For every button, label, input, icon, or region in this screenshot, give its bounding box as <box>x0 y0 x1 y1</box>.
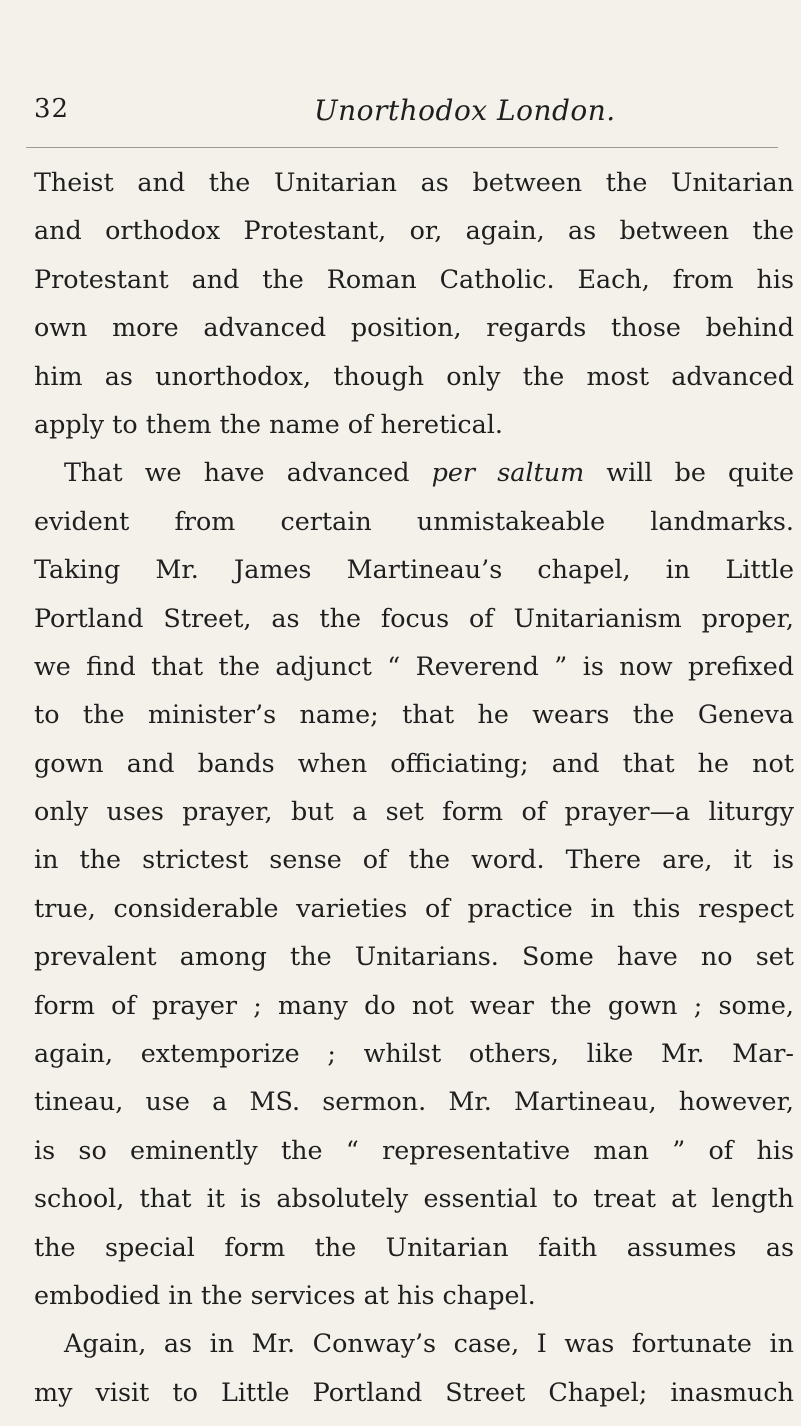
text-line: in the strictest sense of the word. There are, it is <box>34 844 794 875</box>
text-line: apply to them the name of heretical. <box>34 408 503 439</box>
text-fragment: will be quite <box>584 457 795 488</box>
header-rule <box>26 147 778 148</box>
running-head <box>34 94 794 134</box>
text-line: Protestant and the Roman Catholic. Each, from his <box>34 263 794 294</box>
text-line: Theist and the Unitarian as between the Unitarian <box>34 167 794 197</box>
text-line: school, that it is absolutely essential to treat at length <box>34 1183 794 1214</box>
running-title: Unorthodox London. <box>314 94 616 127</box>
italic-phrase: per saltum <box>431 457 585 488</box>
text-line: Taking Mr. James Martineau’s chapel, in Little <box>34 554 794 585</box>
text-line: own more advanced position, regards those behind <box>34 312 794 343</box>
text-line: true, considerable varieties of practice in this respect <box>34 892 794 923</box>
text-line: is so eminently the “ representative man ” of his <box>34 1134 794 1165</box>
text-line-with-italic <box>34 448 794 496</box>
text-line: tineau, use a MS. sermon. Mr. Martineau, however, <box>34 1086 794 1117</box>
text-line: to the minister’s name; that he wears the Geneva <box>34 699 794 730</box>
text-fragment: That we have advanced <box>64 457 432 488</box>
text-line: prevalent among the Unitarians. Some have no set <box>34 941 794 972</box>
text-line: embodied in the services at his chapel. <box>34 1279 536 1310</box>
text-line: my visit to Little Portland Street Chapel; inasmuch <box>34 1376 794 1407</box>
text-line: gown and bands when officiating; and that he not <box>34 747 794 778</box>
text-line: again, extemporize ; whilst others, like Mr. Mar- <box>34 1038 794 1069</box>
text-line: form of prayer ; many do not wear the gown ; some, <box>34 989 794 1020</box>
text-line: only uses prayer, but a set form of prayer—a liturgy <box>34 796 794 827</box>
text-line: and orthodox Protestant, or, again, as between the <box>34 215 794 246</box>
body-text <box>34 158 794 1416</box>
text-line: him as unorthodox, though only the most advanced <box>34 360 794 391</box>
text-line: the special form the Unitarian faith assumes as <box>34 1231 794 1262</box>
text-line: evident from certain unmistakeable landmarks. <box>34 505 794 536</box>
text-line: Again, as in Mr. Conway’s case, I was fortunate in <box>64 1328 794 1359</box>
text-line: Portland Street, as the focus of Unitarianism proper, <box>34 602 794 633</box>
page-number: 32 <box>34 94 70 124</box>
text-line: we find that the adjunct “ Reverend ” is now prefixed <box>34 650 794 681</box>
